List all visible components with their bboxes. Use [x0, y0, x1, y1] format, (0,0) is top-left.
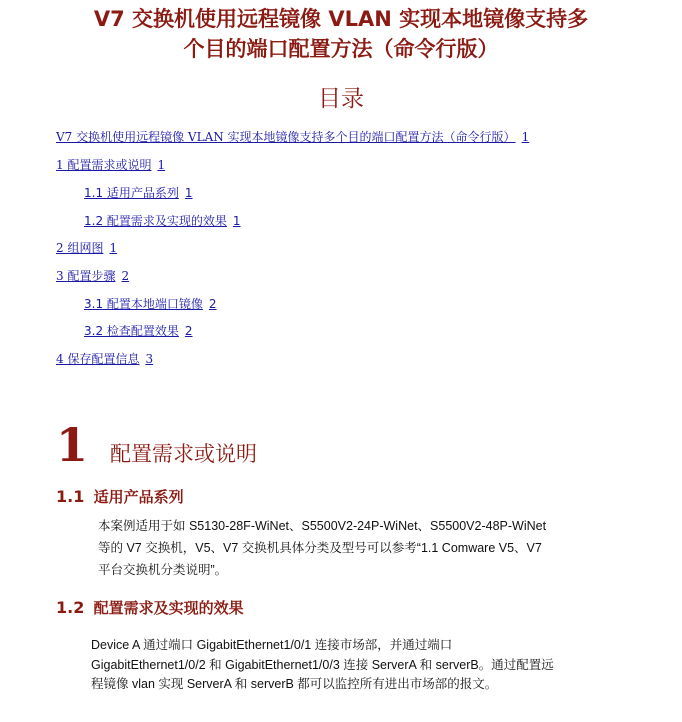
section-1-1-paragraph	[98, 515, 638, 581]
toc-page-number: 1	[157, 158, 166, 172]
toc-link-chapter-2[interactable]	[56, 240, 117, 256]
section-number: 1.2	[56, 598, 85, 617]
toc-link-section-1-2[interactable]	[84, 213, 241, 229]
paragraph-line: GigabitEthernet1/0/2 和 GigabitEthernet1/0/3 连接 ServerA 和 serverB。通过配置远	[91, 657, 554, 672]
paragraph-line: 本案例适用于如 S5130-28F-WiNet、S5500V2-24P-WiNet、S5500V2-48P-WiNet	[98, 519, 547, 533]
toc-link-text: 1.1 适用产品系列	[84, 186, 179, 200]
section-heading-1-1	[56, 487, 184, 507]
toc-page-number: 2	[208, 297, 217, 311]
toc-page-number: 1	[109, 241, 118, 255]
section-title: 适用产品系列	[93, 488, 184, 506]
toc-link-chapter-1[interactable]	[56, 157, 165, 173]
section-1-2-paragraph	[91, 636, 651, 695]
toc-link-text: 4 保存配置信息	[56, 352, 140, 366]
toc-page-number: 1	[232, 214, 241, 228]
toc-link-text: 2 组网图	[56, 241, 104, 255]
toc-page-number: 2	[184, 324, 193, 338]
toc-link-document[interactable]	[56, 129, 529, 145]
paragraph-line: Device A 通过端口 GigabitEthernet1/0/1 连接市场部，并通过端口	[91, 638, 453, 652]
toc-link-text: 1 配置需求或说明	[56, 158, 152, 172]
section-title: 配置需求及实现的效果	[93, 599, 244, 617]
chapter-title: 配置需求或说明	[110, 442, 257, 466]
toc-page-number: 1	[521, 130, 530, 144]
document-title-line-1: V7 交换机使用远程镜像 VLAN 实现本地镜像支持多	[93, 7, 589, 31]
toc-link-text: 3.2 检查配置效果	[84, 324, 179, 338]
toc-page-number: 2	[121, 269, 130, 283]
toc-link-text: 3 配置步骤	[56, 269, 116, 283]
section-number: 1.1	[56, 487, 85, 506]
toc-link-chapter-3[interactable]	[56, 268, 129, 284]
document-title-line-2: 个目的端口配置方法（命令行版）	[183, 37, 499, 61]
toc-link-section-1-1[interactable]	[84, 185, 193, 201]
paragraph-line: 平台交换机分类说明”。	[98, 563, 228, 577]
toc-link-chapter-4[interactable]	[56, 351, 153, 367]
toc-link-section-3-1[interactable]	[84, 296, 217, 312]
paragraph-line: 等的 V7 交换机，V5、V7 交换机具体分类及型号可以参考“1.1 Comware V5、V7	[98, 541, 542, 555]
toc-link-section-3-2[interactable]	[84, 323, 193, 339]
toc-page-number: 3	[145, 352, 154, 366]
toc-link-text: 3.1 配置本地端口镜像	[84, 297, 203, 311]
chapter-number: 1	[56, 418, 89, 472]
toc-link-text: 1.2 配置需求及实现的效果	[84, 214, 227, 228]
toc-heading: 目录	[318, 86, 364, 112]
toc-page-number: 1	[184, 186, 193, 200]
paragraph-line: 程镜像 vlan 实现 ServerA 和 serverB 都可以监控所有进出市场部的报文。	[91, 677, 498, 691]
document-title	[0, 4, 682, 64]
section-heading-1-2	[56, 598, 244, 618]
toc-link-text: V7 交换机使用远程镜像 VLAN 实现本地镜像支持多个目的端口配置方法（命令行版）	[56, 130, 516, 144]
